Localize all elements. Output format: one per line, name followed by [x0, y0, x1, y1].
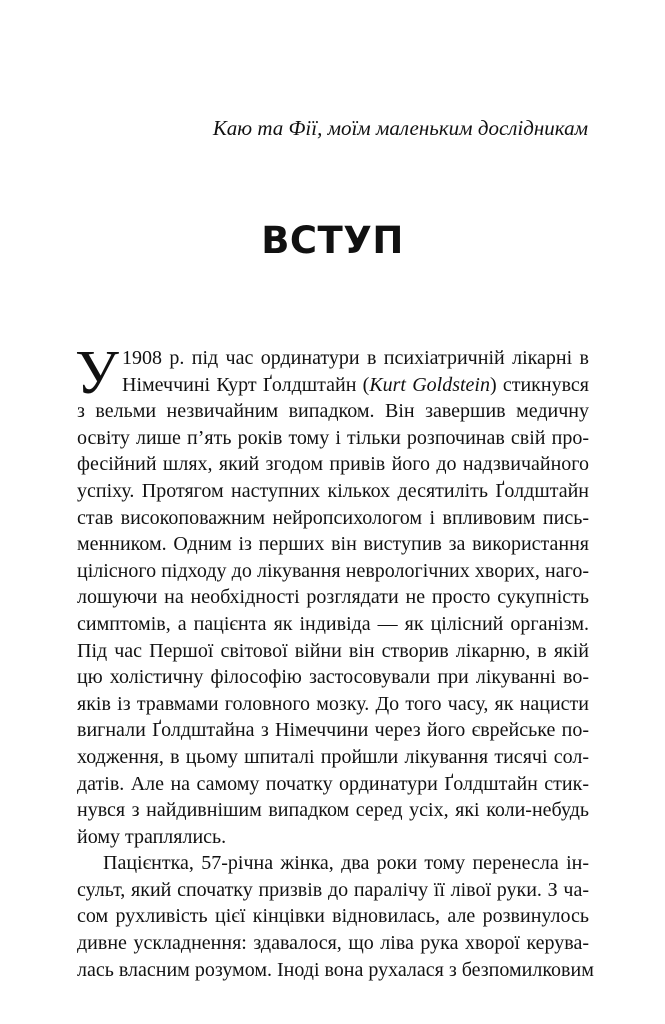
text-line: цілісного підходу до лікування неврологічних хворих, наго- [77, 559, 589, 582]
text-line: Німеччині Курт Ґолдштайн (Kurt Goldstein) стикнувся [122, 373, 590, 396]
drop-cap: У [75, 339, 119, 407]
chapter-title: ВСТУП [261, 219, 404, 262]
text-line: 1908 р. під час ординатури в психіатричній лікарні в [122, 347, 589, 369]
text-line: фесійний шлях, який згодом привів його до надзвичайного [77, 453, 589, 476]
text-line: цю холістичну філософію застосовували при лікуванні во- [77, 666, 589, 689]
paragraph-2 [77, 850, 594, 983]
text-line: з вельми незвичайним випадком. Він завершив медичну [77, 400, 589, 423]
text-line: яків із травмами головного мозку. До того часу, як нацисти [77, 692, 589, 715]
body-text [75, 339, 594, 983]
text-line: менником. Одним із перших він виступив за використання [77, 533, 589, 556]
text-line: симптомів, а пацієнта як індивіда — як цілісний організм. [77, 612, 589, 635]
text-line: ходження, в цьому шпиталі пройшли лікування тисячі сол- [77, 745, 589, 768]
paragraph-1 [75, 339, 590, 850]
text-line: сульт, який спочатку призвів до паралічу її лівої руки. З ча- [77, 878, 589, 901]
text-line: Під час Першої світової війни він створив лікарню, в якій [77, 639, 589, 662]
text-line: лась власним розумом. Іноді вона рухалася з безпомилковим [77, 958, 594, 981]
text-line: вигнали Ґолдштайна з Німеччини через його єврейське по- [77, 719, 589, 742]
text-line: сом рухливість цієї кінцівки відновилась, але розвинулось [77, 905, 589, 928]
text-line: йому траплялись. [77, 825, 227, 848]
text-line: успіху. Протягом наступних кількох десятиліть Ґолдштайн [77, 479, 589, 502]
text-line: став високоповажним нейропсихологом і впливовим пись- [77, 506, 589, 529]
dedication-epigraph: Каю та Фії, моїм маленьким дослідникам [212, 116, 588, 140]
text-line: датів. Але на самому початку ординатури Ґолдштайн стик- [77, 772, 589, 795]
text-line: дивне ускладнення: здавалося, що ліва рука хворої керува- [77, 932, 589, 955]
text-line: нувся з найдивнішим випадком серед усіх, які коли-небудь [77, 799, 589, 822]
foreign-name-italic: Kurt Goldstein [369, 373, 490, 396]
text-line: Пацієнтка, 57-річна жінка, два роки тому перенесла ін- [103, 852, 589, 875]
text-line: лошуючи на необхідності розглядати не просто сукупність [77, 586, 589, 609]
text-line: освіту лише п’ять років тому і тільки розпочинав свій про- [77, 426, 589, 449]
